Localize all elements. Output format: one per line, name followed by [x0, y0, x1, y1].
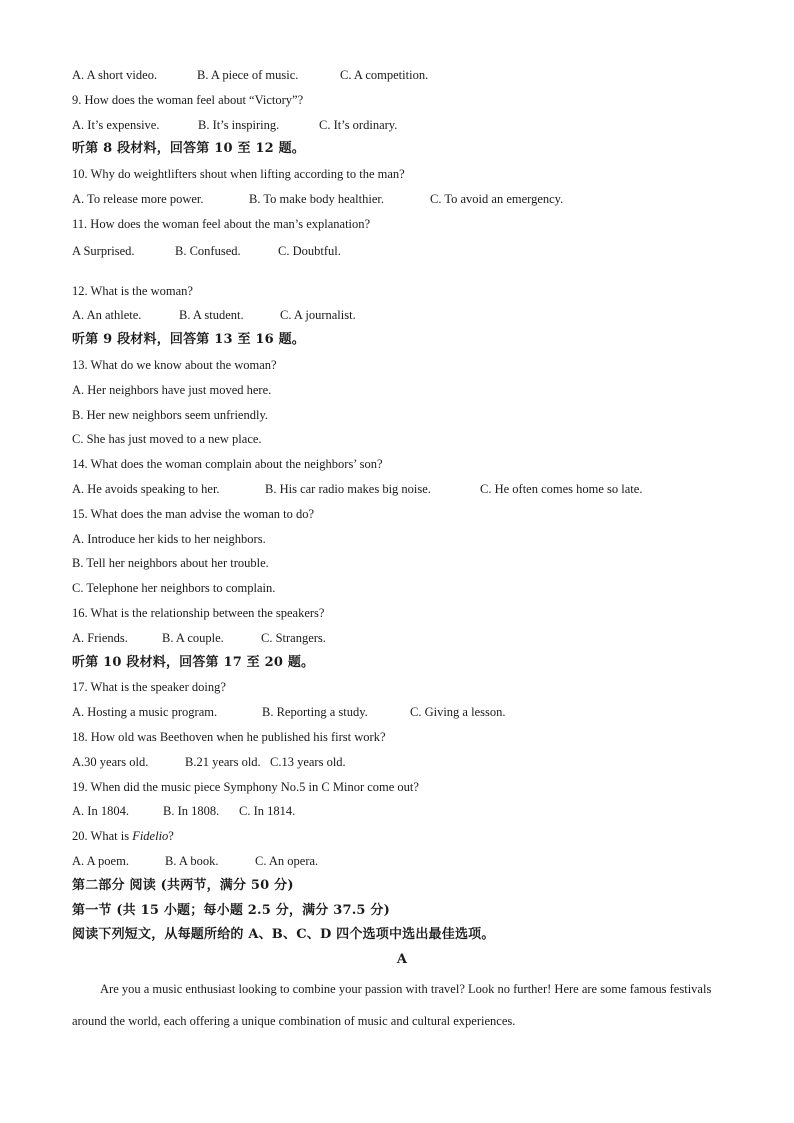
question-20-title: Fidelio: [132, 829, 169, 844]
section-heading-9: 听第 9 段材料，回答第 13 至 16 题。: [72, 332, 305, 348]
option-b: B. A book.: [165, 853, 219, 868]
q19-options: [72, 799, 732, 824]
option-a: A. Her neighbors have just moved here.: [72, 382, 272, 397]
part-heading: 第二部分 阅读 (共两节，满分 50 分): [72, 877, 294, 893]
passage-title: A: [396, 952, 408, 968]
option-b: B. Reporting a study.: [262, 705, 368, 720]
option-c: C. He often comes home so late.: [480, 481, 643, 496]
q20-options: [72, 849, 732, 874]
question-20: [72, 824, 732, 849]
q18-options: [72, 750, 732, 775]
option-a: A. He avoids speaking to her.: [72, 481, 220, 496]
option-a: A. Hosting a music program.: [72, 705, 218, 720]
section-heading-8: 听第 8 段材料，回答第 10 至 12 题。: [72, 141, 305, 157]
option-a: A. A poem.: [72, 853, 129, 868]
option-c: C. Strangers.: [261, 630, 326, 645]
passage-paragraph: Are you a music enthusiast looking to combine your passion with travel? Look no further! Here are some famous festivals around the world, each offering a unique combination of music and cultural experiences.: [72, 981, 712, 1028]
exam-page: [72, 63, 732, 1049]
option-b: B. Confused.: [175, 243, 241, 258]
question-10: 10. Why do weightlifters shout when lifting according to the man?: [72, 167, 405, 182]
q9-options: [72, 113, 732, 138]
option-a: A. To release more power.: [72, 191, 204, 206]
q12-options: [72, 303, 732, 328]
option-b: B. In 1808.: [163, 804, 220, 819]
option-c: C. It’s ordinary.: [319, 117, 398, 132]
section-heading-10: 听第 10 段材料，回答第 17 至 20 题。: [72, 654, 315, 670]
question-12: 12. What is the woman?: [72, 283, 193, 298]
option-c: C.13 years old.: [270, 754, 346, 769]
option-c: C. She has just moved to a new place.: [72, 432, 262, 447]
q8-options: [72, 63, 732, 88]
option-b: B. Her new neighbors seem unfriendly.: [72, 407, 269, 422]
q14-options: [72, 477, 732, 502]
option-a: A. Introduce her kids to her neighbors.: [72, 531, 266, 546]
option-b: B. To make body healthier.: [249, 191, 384, 206]
option-b: B. His car radio makes big noise.: [265, 481, 431, 496]
option-b: B.21 years old.: [185, 754, 261, 769]
option-c: C. An opera.: [255, 853, 319, 868]
option-c: C. A competition.: [340, 68, 429, 82]
q10-options: [72, 187, 732, 212]
q17-options: [72, 700, 732, 725]
option-c: C. To avoid an emergency.: [430, 191, 564, 206]
option-a: A. Friends.: [72, 630, 128, 645]
question-15: 15. What does the man advise the woman to do?: [72, 506, 315, 521]
option-b: B. A piece of music.: [197, 68, 299, 82]
instructions: 阅读下列短文，从每题所给的 A、B、C、D 四个选项中选出最佳选项。: [72, 927, 495, 943]
option-c: C. A journalist.: [280, 308, 356, 323]
question-20-prefix: 20. What is: [72, 829, 133, 844]
spacer: [72, 265, 732, 279]
option-c: C. Giving a lesson.: [410, 705, 506, 720]
option-c: C. Telephone her neighbors to complain.: [72, 581, 276, 596]
question-18: 18. How old was Beethoven when he published his first work?: [72, 729, 386, 744]
option-a: A. An athlete.: [72, 308, 142, 323]
option-b: B. It’s inspiring.: [198, 117, 280, 132]
option-b: B. Tell her neighbors about her trouble.: [72, 556, 269, 571]
question-17: 17. What is the speaker doing?: [72, 680, 226, 695]
option-a: A. It’s expensive.: [72, 117, 160, 132]
option-a: A Surprised.: [72, 243, 135, 258]
question-20-suffix: ?: [168, 829, 174, 844]
option-b: B. A couple.: [162, 630, 224, 645]
option-c: C. Doubtful.: [278, 243, 341, 258]
option-c: C. In 1814.: [239, 804, 296, 819]
option-a: A.30 years old.: [72, 754, 149, 769]
question-11: 11. How does the woman feel about the man’s explanation?: [72, 216, 371, 231]
section-heading: 第一节 (共 15 小题；每小题 2.5 分，满分 37.5 分): [72, 902, 390, 918]
option-a: A. In 1804.: [72, 804, 129, 819]
q16-options: [72, 626, 732, 651]
question-14: 14. What does the woman complain about the neighbors’ son?: [72, 457, 383, 472]
question-13: 13. What do we know about the woman?: [72, 357, 277, 372]
question-9: 9. How does the woman feel about “Victory”?: [72, 92, 304, 107]
question-19: 19. When did the music piece Symphony No.5 in C Minor come out?: [72, 779, 419, 794]
option-b: B. A student.: [179, 308, 244, 323]
option-a: A. A short video.: [72, 68, 158, 82]
q11-options: [72, 237, 732, 265]
question-16: 16. What is the relationship between the speakers?: [72, 605, 325, 620]
